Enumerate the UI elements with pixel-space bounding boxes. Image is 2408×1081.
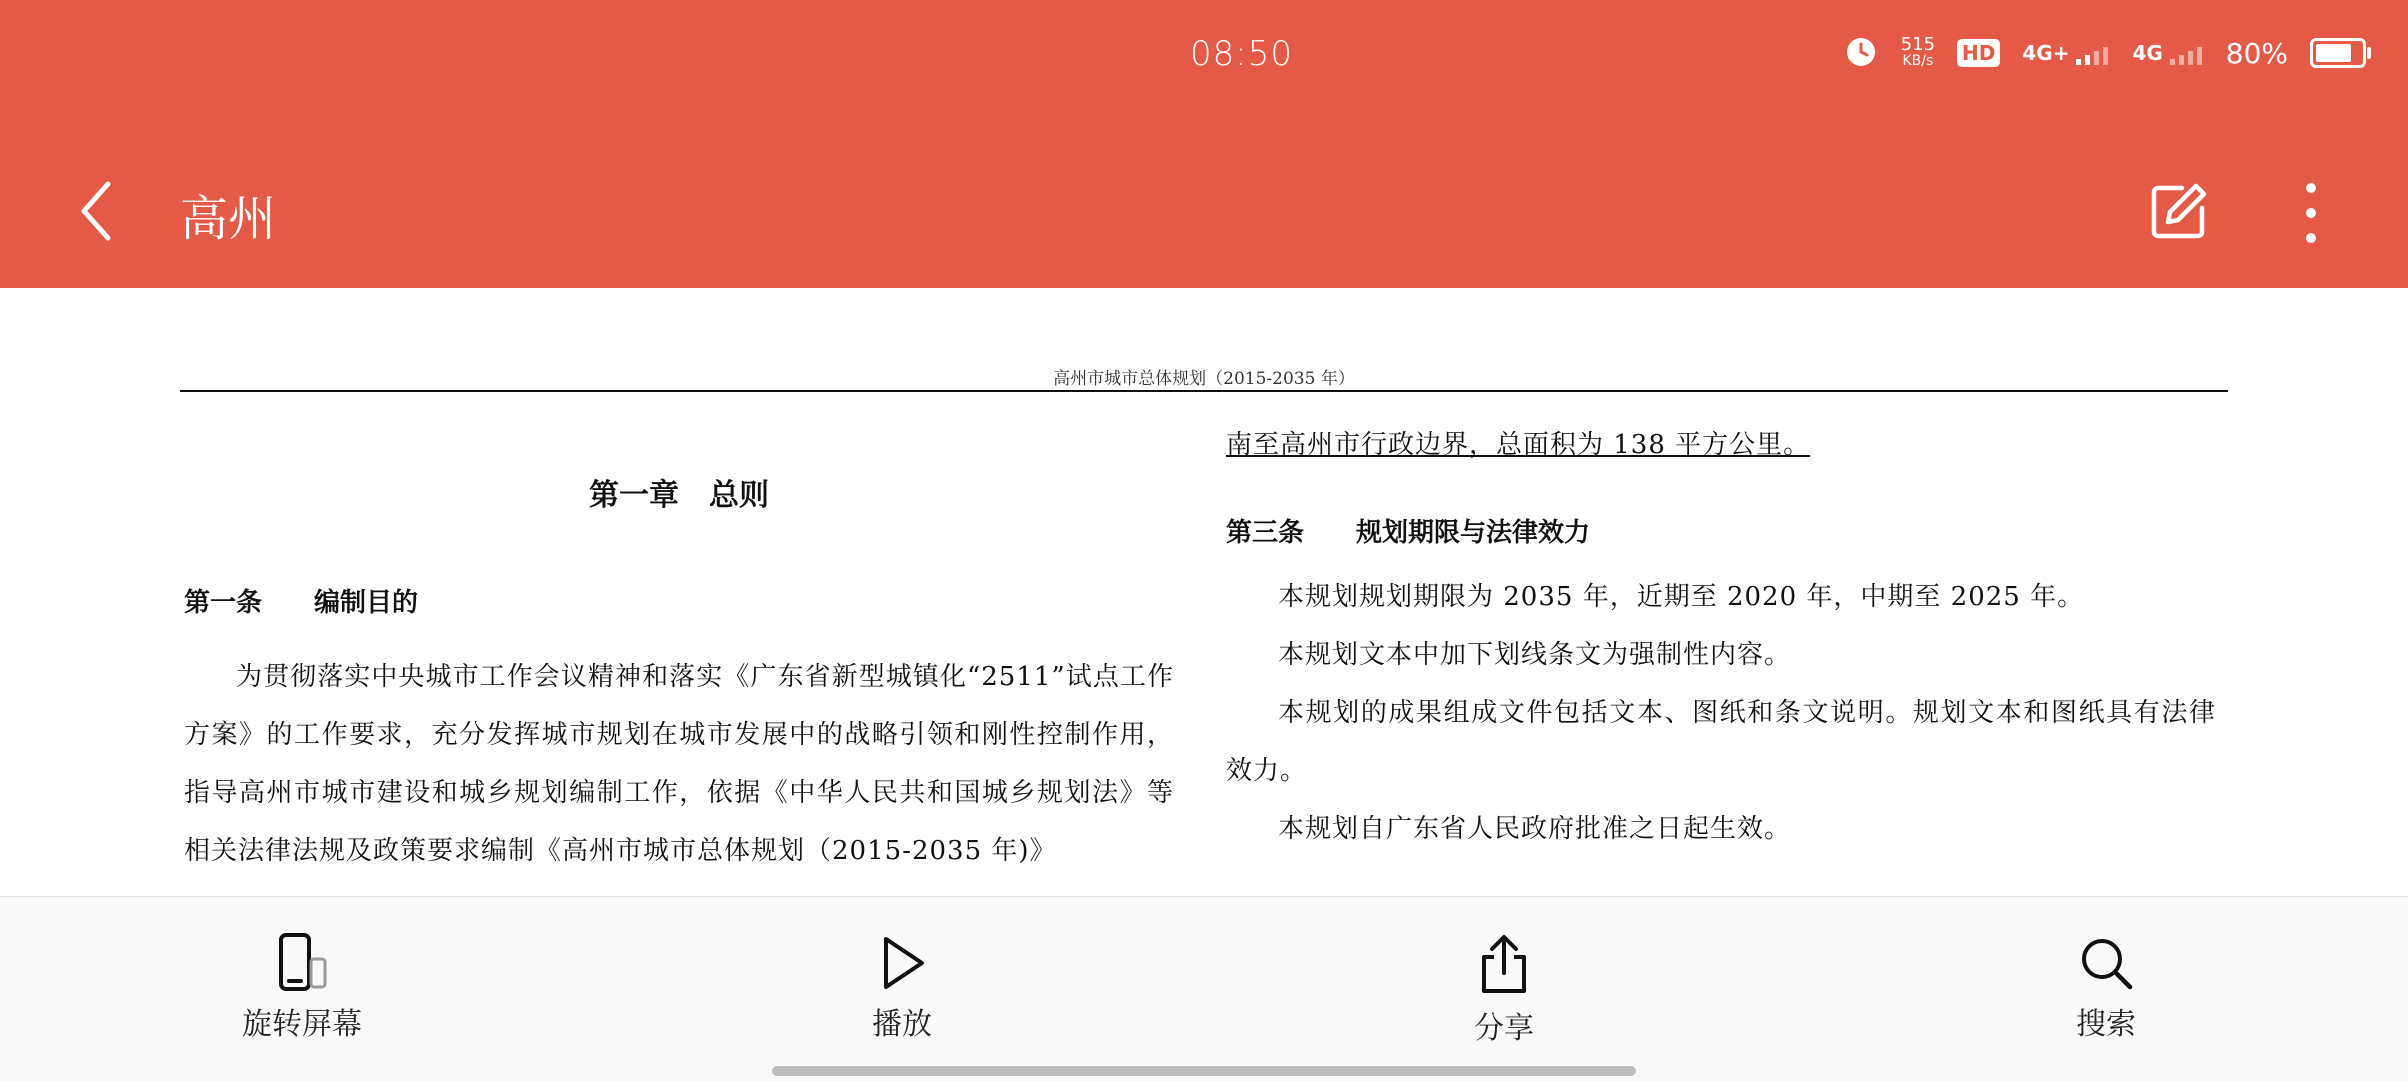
play-icon — [872, 933, 932, 993]
more-vertical-icon — [2296, 180, 2326, 246]
network-speed: 515 KB/s — [1900, 34, 1936, 69]
status-icons — [1843, 30, 2366, 76]
rotate-screen-button[interactable] — [202, 933, 402, 1043]
share-icon — [1474, 933, 1534, 997]
rotate-screen-icon — [267, 933, 337, 993]
running-header: 高州市城市总体规划（2015-2035 年） — [1053, 369, 1355, 389]
article3-paragraph: 本规划规划期限为 2035 年，近期至 2020 年，中期至 2025 年。 — [1278, 582, 2085, 612]
rotate-screen-label: 旋转屏幕 — [242, 1007, 362, 1042]
chapter-title: 第一章 总则 — [589, 478, 769, 513]
battery-percent: 80% — [2225, 36, 2288, 70]
page-title: 高州 — [180, 191, 277, 247]
article3-title: 第三条 规划期限与法律效力 — [1226, 518, 1591, 548]
battery-icon — [2310, 38, 2366, 68]
bottom-toolbar — [0, 896, 2408, 1081]
play-label: 播放 — [872, 1007, 932, 1042]
article3-paragraph: 本规划的成果组成文件包括文本、图纸和条文说明。规划文本和图纸具有法律效力。 — [1226, 698, 2216, 786]
document-page[interactable] — [0, 288, 2408, 896]
back-button[interactable] — [70, 176, 130, 246]
top-bar — [0, 0, 2408, 288]
article1-paragraph: 为贯彻落实中央城市工作会议精神和落实《广东省新型城镇化“2511”试点工作方案》的工作要求，充分发挥城市规划在城市发展中的战略引领和刚性控制作用，指导高州市城市建设和城乡规划编制工作，依据《中华人民共和国城乡规划法》等相关法律法规及政策要求编制《高州市城市总体规划（2015-2035 年)》 — [184, 662, 1174, 866]
article1-title: 第一条 编制目的 — [184, 588, 419, 618]
header-rule — [180, 390, 2228, 392]
signal-sim1: 4G+ — [2022, 41, 2110, 65]
right-column — [1226, 418, 2226, 888]
left-column — [184, 418, 1174, 888]
article3-paragraph: 本规划文本中加下划线条文为强制性内容。 — [1278, 640, 1792, 670]
hd-icon: HD — [1957, 39, 2000, 67]
alarm-icon — [1843, 33, 1879, 73]
share-label: 分享 — [1474, 1011, 1534, 1046]
back-arrow-icon — [70, 176, 130, 246]
search-icon — [2076, 933, 2136, 993]
mandatory-clause: 南至高州市行政边界，总面积为 138 平方公里。 — [1226, 430, 1811, 460]
home-indicator[interactable] — [772, 1066, 1636, 1076]
edit-icon — [2146, 180, 2210, 244]
more-button[interactable] — [2296, 180, 2326, 246]
share-button[interactable] — [1404, 933, 1604, 1047]
article3-paragraph: 本规划自广东省人民政府批准之日起生效。 — [1278, 814, 1792, 844]
search-label: 搜索 — [2076, 1007, 2136, 1042]
article3-body — [1226, 568, 2216, 858]
play-button[interactable] — [802, 933, 1002, 1043]
search-button[interactable] — [2006, 933, 2206, 1043]
signal-sim2: 4G — [2132, 41, 2203, 65]
edit-button[interactable] — [2146, 180, 2210, 244]
status-time: 08:50 — [1190, 34, 1293, 74]
